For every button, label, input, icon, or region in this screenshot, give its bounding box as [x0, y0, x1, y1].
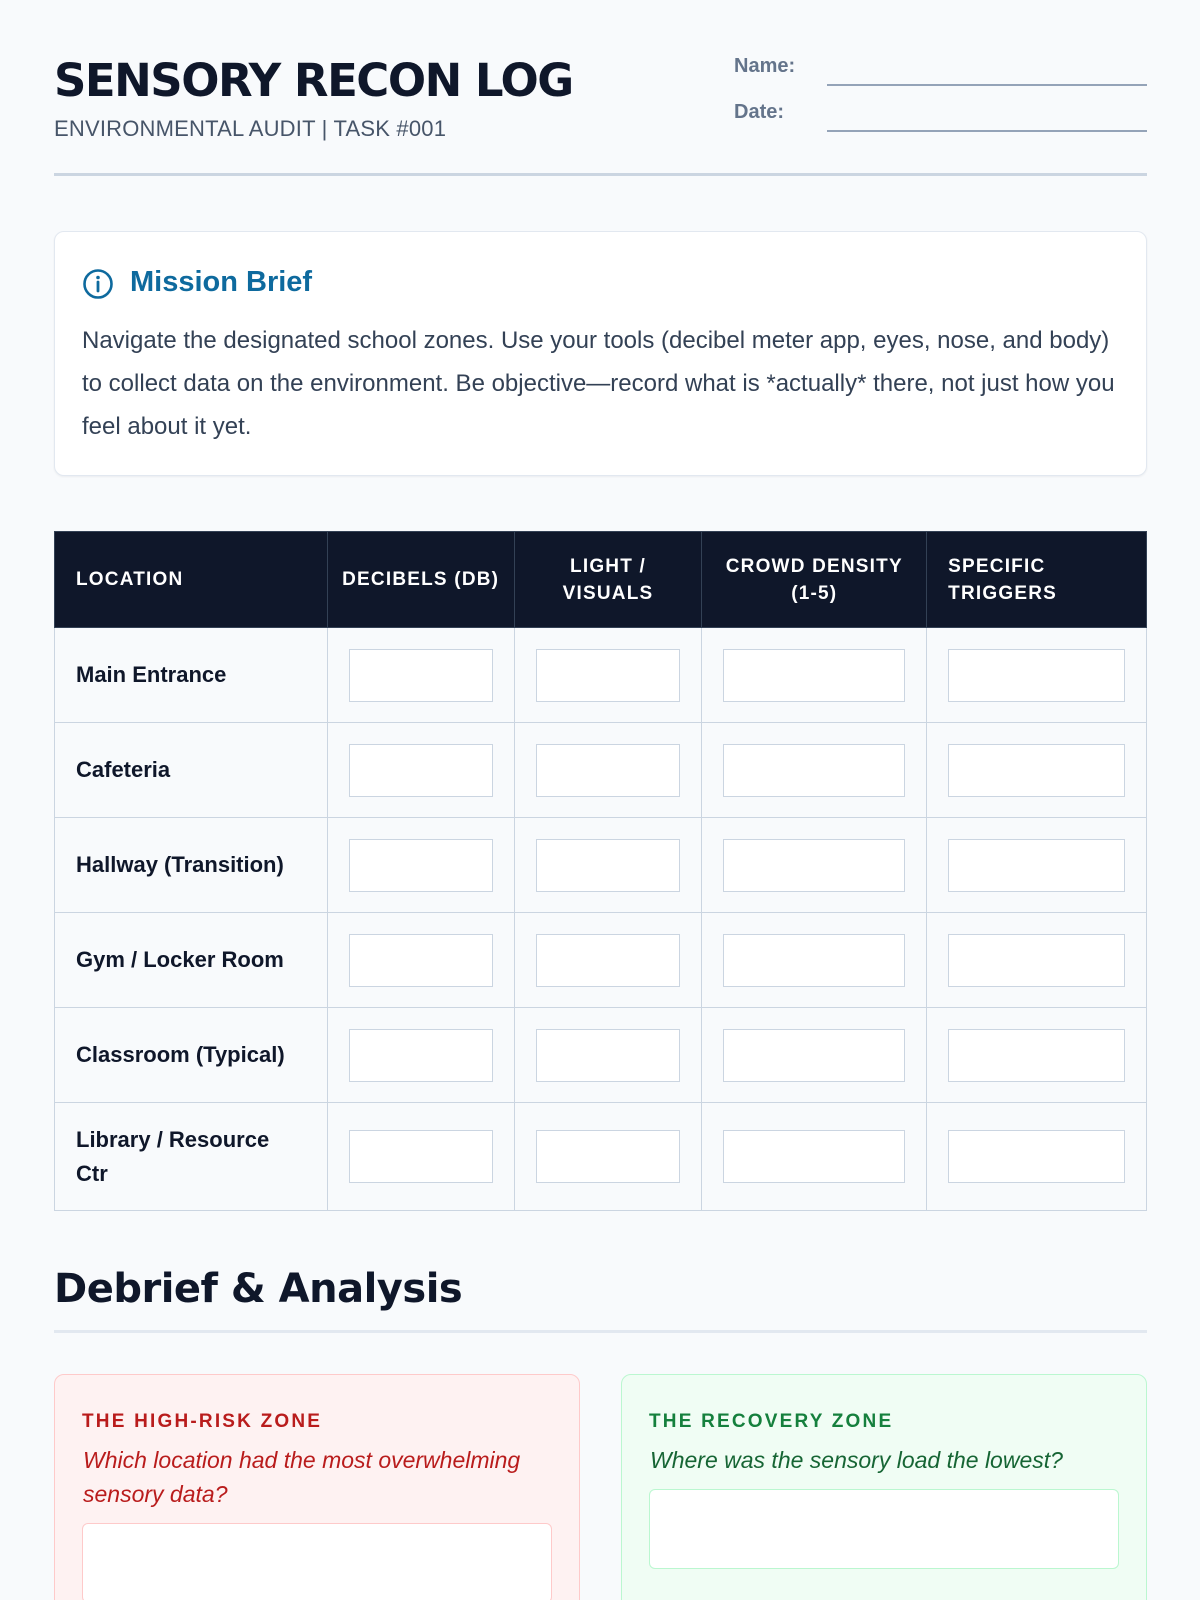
crowd-input[interactable]: [723, 744, 905, 797]
high-risk-zone-label: THE HIGH-RISK ZONE: [82, 1411, 323, 1432]
decibels-cell: [327, 818, 514, 913]
name-input-line[interactable]: [827, 84, 1147, 86]
triggers-cell: [927, 818, 1147, 913]
decibels-input[interactable]: [349, 934, 493, 987]
table-header-row: [55, 532, 1147, 628]
header-specific-triggers: SPECIFIC TRIGGERS: [927, 532, 1147, 628]
recovery-zone-card: [621, 1374, 1147, 1600]
crowd-cell: [702, 818, 927, 913]
mission-brief-text: Navigate the designated school zones. Use your tools (decibel meter app, eyes, nose, and body) to collect data on the environment. Be objective—record what is *actually* there, not just how you feel about it yet.: [82, 327, 1115, 440]
decibels-input[interactable]: [349, 1029, 493, 1082]
page-subtitle: ENVIRONMENTAL AUDIT | TASK #001: [54, 116, 447, 141]
triggers-cell: [927, 628, 1147, 723]
location-cell: Main Entrance: [55, 628, 328, 723]
light-input[interactable]: [536, 1130, 681, 1183]
location-cell: Library / Resource Ctr: [55, 1103, 328, 1211]
light-input[interactable]: [536, 839, 681, 892]
triggers-input[interactable]: [948, 934, 1125, 987]
recon-table: [54, 531, 1147, 1211]
header-crowd-density: CROWD DENSITY (1-5): [702, 532, 927, 628]
table-row: [55, 913, 1147, 1008]
worksheet: [54, 0, 1147, 1507]
date-input-line[interactable]: [827, 130, 1147, 132]
crowd-input[interactable]: [723, 934, 905, 987]
triggers-input[interactable]: [948, 839, 1125, 892]
page-header: [54, 0, 1147, 176]
crowd-cell: [702, 628, 927, 723]
light-cell: [514, 1103, 702, 1211]
crowd-input[interactable]: [723, 1029, 905, 1082]
light-cell: [514, 628, 702, 723]
header-decibels: DECIBELS (DB): [327, 532, 514, 628]
date-label: Date:: [734, 101, 785, 123]
light-input[interactable]: [536, 744, 681, 797]
crowd-cell: [702, 723, 927, 818]
crowd-input[interactable]: [723, 649, 905, 702]
debrief-title: Debrief & Analysis: [54, 1266, 463, 1312]
table-row: [55, 1008, 1147, 1103]
info-circle-icon: [82, 268, 114, 300]
triggers-input[interactable]: [948, 649, 1125, 702]
header-location: LOCATION: [55, 532, 328, 628]
decibels-input[interactable]: [349, 839, 493, 892]
decibels-cell: [327, 1008, 514, 1103]
name-label: Name:: [734, 55, 796, 77]
light-cell: [514, 723, 702, 818]
decibels-cell: [327, 1103, 514, 1211]
name-field-row: [734, 55, 1147, 85]
location-cell: Hallway (Transition): [55, 818, 328, 913]
debrief-divider: [54, 1330, 1147, 1333]
triggers-input[interactable]: [948, 744, 1125, 797]
location-cell: Cafeteria: [55, 723, 328, 818]
location-cell: Classroom (Typical): [55, 1008, 328, 1103]
header-light-visuals: LIGHT / VISUALS: [514, 532, 702, 628]
decibels-cell: [327, 723, 514, 818]
light-input[interactable]: [536, 1029, 681, 1082]
mission-brief-title: Mission Brief: [130, 266, 313, 298]
triggers-input[interactable]: [948, 1029, 1125, 1082]
high-risk-zone-card: [54, 1374, 580, 1600]
page-title: SENSORY RECON LOG: [54, 54, 573, 107]
high-risk-zone-question: Which location had the most overwhelming sensory data?: [83, 1447, 521, 1507]
crowd-cell: [702, 1008, 927, 1103]
light-input[interactable]: [536, 649, 681, 702]
light-cell: [514, 1008, 702, 1103]
triggers-cell: [927, 1103, 1147, 1211]
location-cell: Gym / Locker Room: [55, 913, 328, 1008]
crowd-input[interactable]: [723, 839, 905, 892]
crowd-input[interactable]: [723, 1130, 905, 1183]
table-row: [55, 1103, 1147, 1211]
triggers-cell: [927, 1008, 1147, 1103]
triggers-input[interactable]: [948, 1130, 1125, 1183]
high-risk-zone-answer-box[interactable]: [82, 1523, 552, 1600]
recovery-zone-answer-box[interactable]: [649, 1489, 1119, 1569]
decibels-input[interactable]: [349, 1130, 493, 1183]
triggers-cell: [927, 913, 1147, 1008]
date-field-row: [734, 101, 1147, 131]
decibels-input[interactable]: [349, 649, 493, 702]
decibels-cell: [327, 628, 514, 723]
light-input[interactable]: [536, 934, 681, 987]
mission-brief-card: [54, 231, 1147, 476]
recovery-zone-question: Where was the sensory load the lowest?: [650, 1447, 1063, 1473]
table-row: [55, 723, 1147, 818]
decibels-cell: [327, 913, 514, 1008]
light-cell: [514, 913, 702, 1008]
crowd-cell: [702, 1103, 927, 1211]
table-row: [55, 818, 1147, 913]
triggers-cell: [927, 723, 1147, 818]
light-cell: [514, 818, 702, 913]
crowd-cell: [702, 913, 927, 1008]
recovery-zone-label: THE RECOVERY ZONE: [649, 1411, 894, 1432]
table-row: [55, 628, 1147, 723]
decibels-input[interactable]: [349, 744, 493, 797]
